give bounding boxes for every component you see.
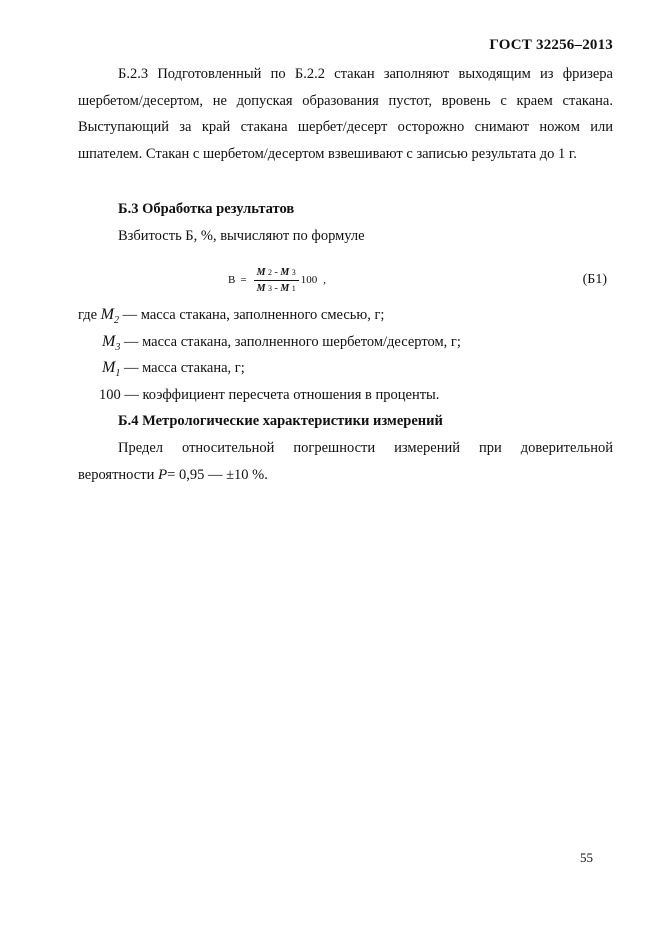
definition-text: — масса стакана, г; bbox=[120, 360, 245, 376]
b4-text-b: = 0,95 — ±10 %. bbox=[167, 466, 268, 483]
definition-text: — масса стакана, заполненного шербетом/десертом, г; bbox=[120, 333, 461, 350]
num-sub1: 2 bbox=[267, 267, 272, 277]
den-sub1: 3 bbox=[267, 283, 272, 293]
formula-equals: = bbox=[240, 274, 247, 286]
definition-item bbox=[78, 382, 613, 409]
standard-header: ГОСТ 32256–2013 bbox=[489, 37, 613, 53]
definition-symbol: $M_3$ bbox=[102, 332, 121, 353]
definition-item bbox=[78, 329, 613, 356]
formula-denominator bbox=[254, 281, 299, 294]
den-var1: М bbox=[256, 282, 266, 294]
page-number: 55 bbox=[580, 850, 593, 865]
definition-item bbox=[78, 355, 613, 382]
den-var2: М bbox=[280, 282, 290, 294]
formula bbox=[228, 262, 326, 298]
formula-lhs: В bbox=[228, 274, 236, 286]
formula-trail: , bbox=[323, 274, 326, 286]
paragraph-b23: Б.2.3 Подготовленный по Б.2.2 стакан заполняют выходящим из фризера шербетом/десертом, не допуская образования пустот, вровень с краем стакана. Выступающий за край стакана шербет/десерт осторожно снимают ножом или шпателем. Стакан с шербетом/десертом взвешивают с записью результата до 1 г. bbox=[78, 66, 613, 162]
formula-numerator bbox=[254, 267, 299, 281]
formula-row bbox=[78, 262, 613, 302]
definition-symbol: $M_1$ bbox=[102, 359, 121, 380]
definitions bbox=[78, 302, 613, 408]
num-var1: М bbox=[256, 266, 266, 278]
section-b3-heading: Б.3 Обработка результатов bbox=[118, 201, 295, 217]
formula-number: (Б1) bbox=[582, 272, 607, 287]
where-label: где bbox=[78, 307, 98, 323]
section-b4-heading: Б.4 Метрологические характеристики измерений bbox=[118, 413, 443, 429]
num-sub2: 3 bbox=[291, 267, 296, 277]
definition-symbol: 100 bbox=[99, 386, 121, 403]
den-sub2: 1 bbox=[291, 283, 296, 293]
section-b4-text bbox=[78, 435, 613, 488]
probability-symbol: Р bbox=[157, 466, 168, 483]
num-op: - bbox=[274, 266, 278, 278]
formula-fraction bbox=[254, 267, 299, 294]
den-op: - bbox=[274, 282, 278, 294]
b4-text-a: Предел относительной погрешности измерений при доверительной вероятности bbox=[78, 440, 613, 483]
num-var2: М bbox=[280, 266, 290, 278]
formula-factor: 100 bbox=[300, 274, 318, 286]
definition-symbol: $M_2$ bbox=[100, 306, 119, 327]
definition-item bbox=[78, 302, 613, 329]
section-b3-intro: Взбитость Б, %, вычисляют по формуле bbox=[118, 228, 365, 244]
definition-text: — масса стакана, заполненного смесью, г; bbox=[119, 307, 385, 323]
definition-text: — коэффициент пересчета отношения в проценты. bbox=[120, 386, 440, 403]
